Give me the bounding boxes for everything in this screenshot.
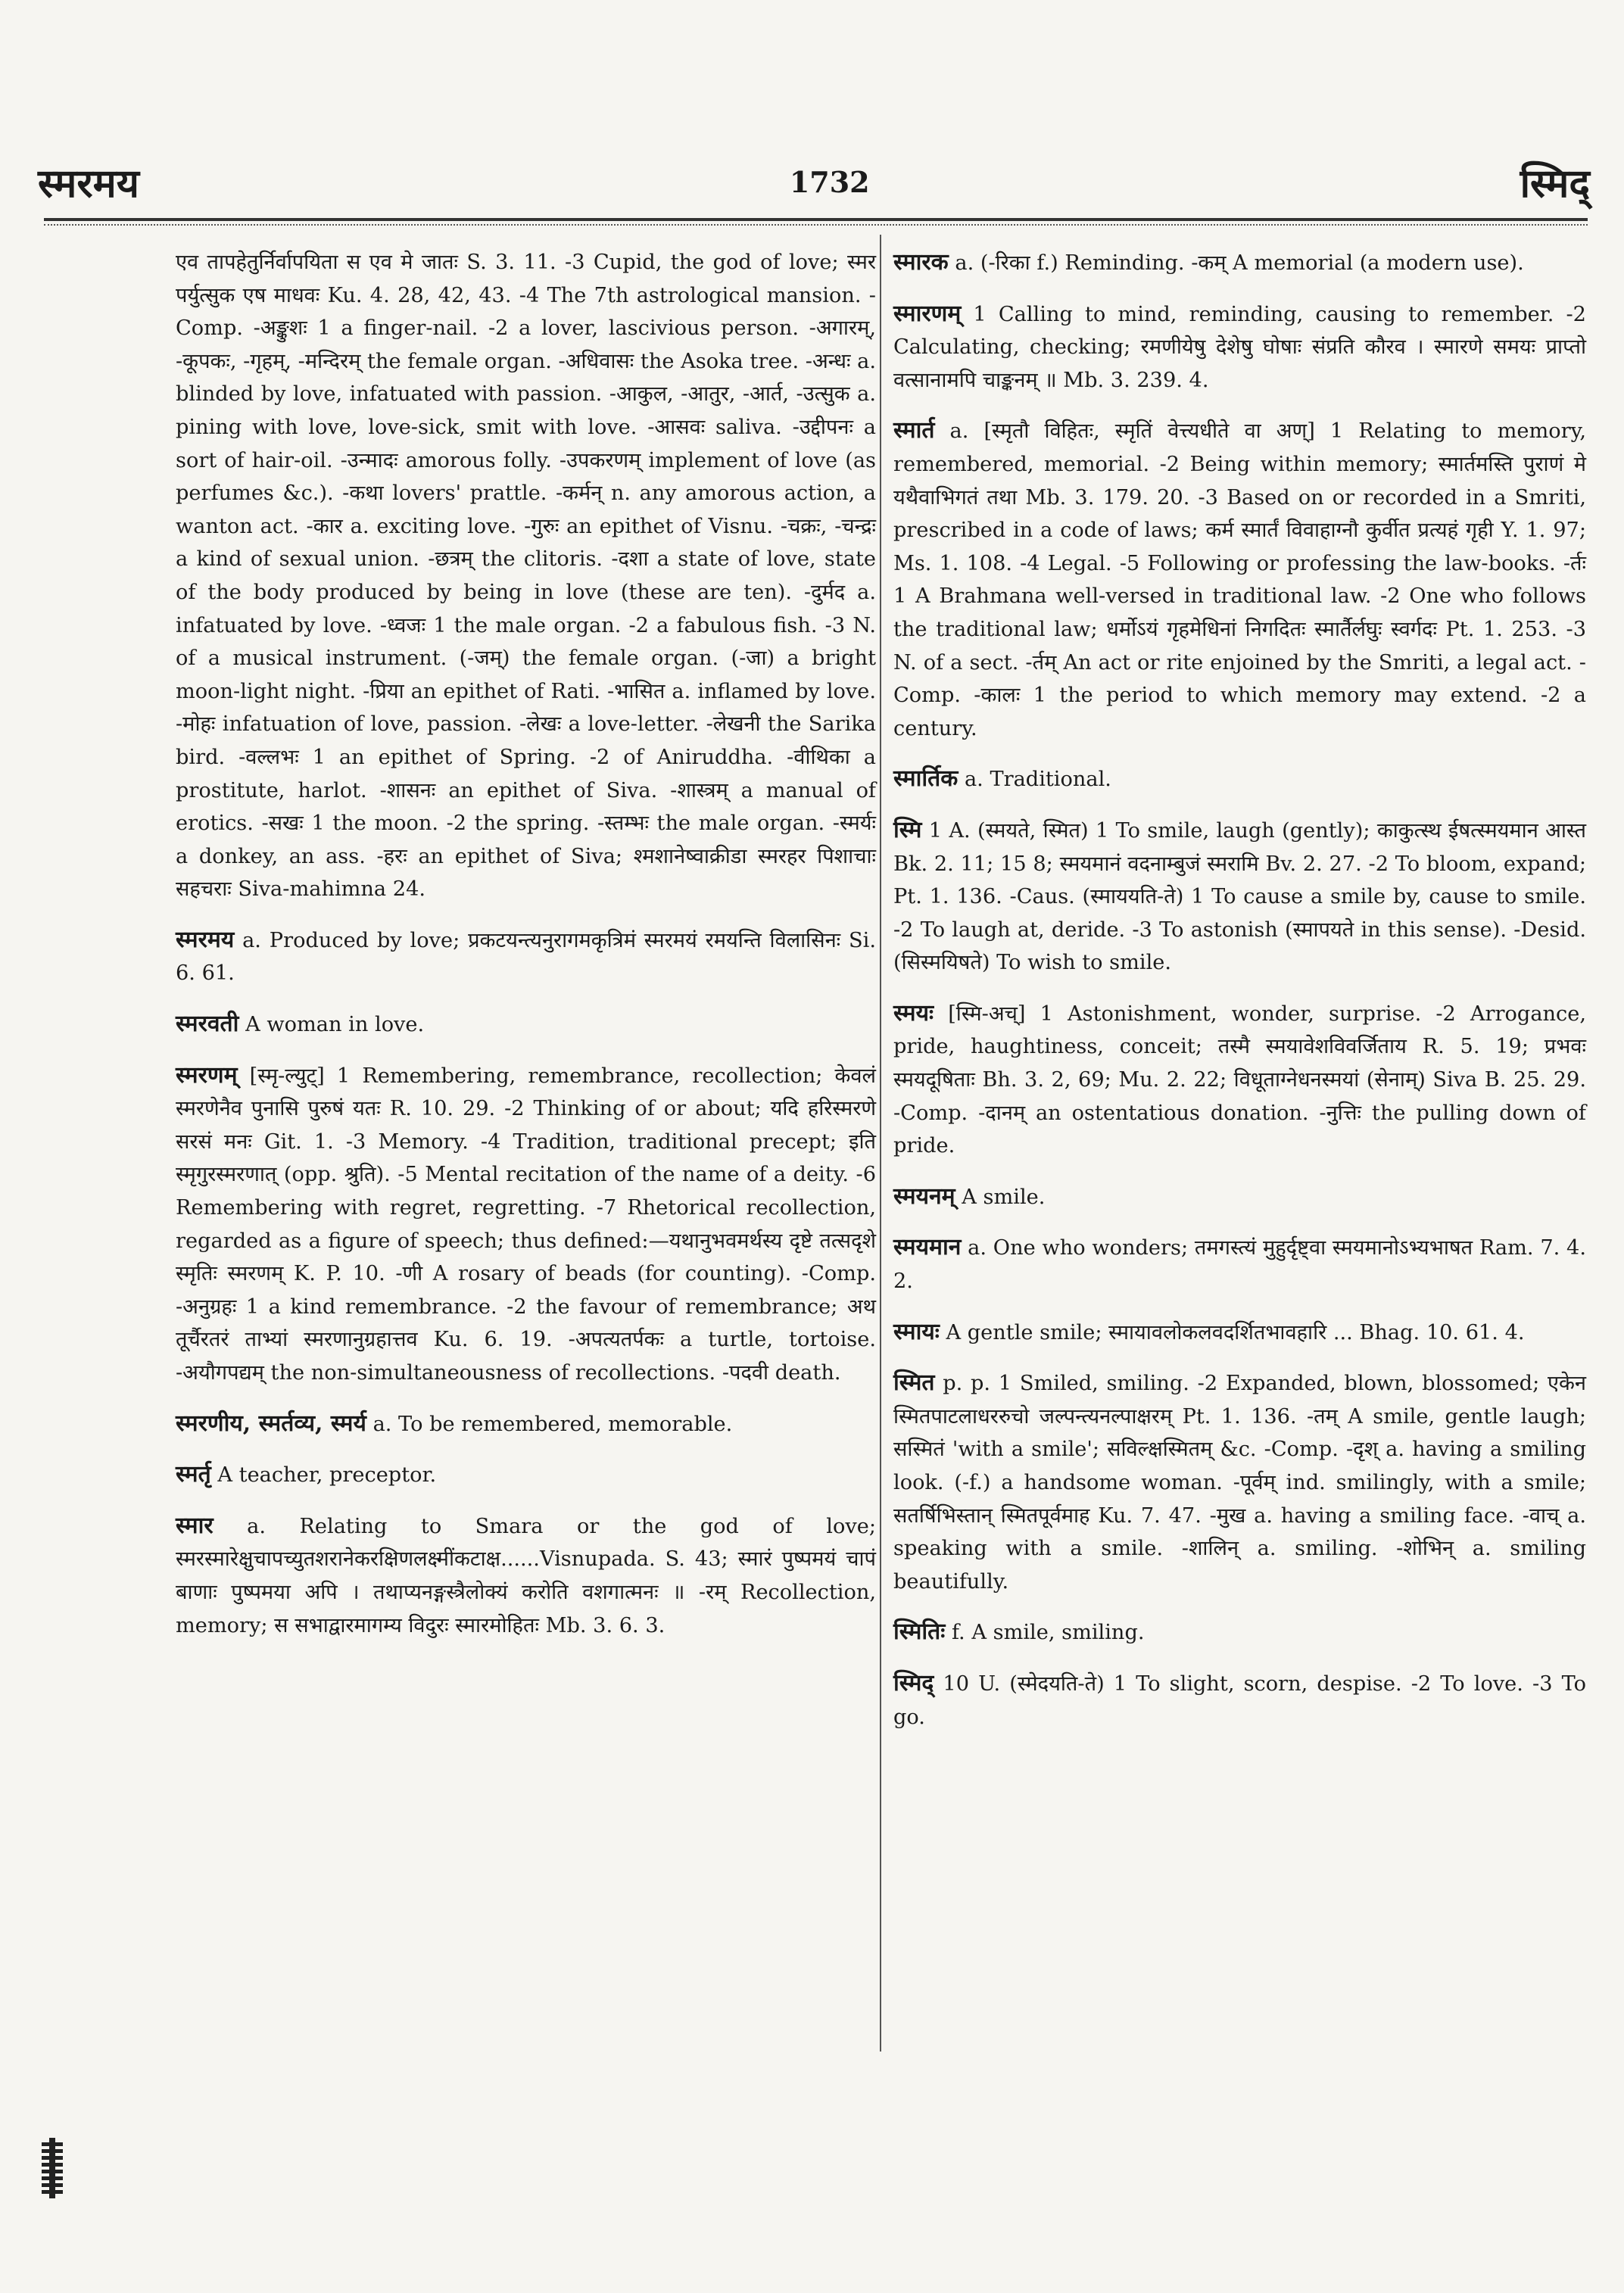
entry-definition: f. A smile, smiling.	[951, 1621, 1145, 1645]
entry-definition: [स्मि-अच्] 1 Astonishment, wonder, surprise. -2 Arrogance, pride, haughtiness, conceit; तस्मै स्मयावेशविवर्जिताय R. 5. 19; प्रभवः स्मयदूषिताः Bh. 3. 2, 69; Mu. 2. 22; विधूताग्नेधनस्मयां (सेनाम्) Siva B. 25. 29. -Comp. -दानम् an ostentatious donation. -नुत्तिः the pulling down of pride.	[893, 1002, 1586, 1158]
header-rule	[44, 218, 1588, 226]
entry-headword: स्मरणीय, स्मर्तव्य, स्मर्य	[176, 1410, 366, 1437]
dictionary-entry	[893, 1180, 1586, 1214]
entry-definition: a. [स्मृतौ विहितः, स्मृतिं वेत्त्यधीते वा अण्] 1 Relating to memory, remembered, memorial. -2 Being within memory; स्मार्तमस्ति पुराणं मे यथैवाभिगतं तथा Mb. 3. 179. 20. -3 Based on or recorded in a Smriti, prescribed in a code of laws; कर्म स्मार्तं विवाहाग्नौ कुर्वीत प्रत्यहं गृही Y. 1. 97; Ms. 1. 108. -4 Legal. -5 Following or professing the law-books. -र्तः 1 A Brahmana well-versed in traditional law. -2 One who follows the traditional law; धर्मोऽयं गृहमेधिनां निगदितः स्मार्तैर्लघुः स्वर्गदः Pt. 1. 253. -3 N. of a sect. -र्तम् An act or rite enjoined by the Smriti, a legal act. -Comp. -कालः 1 the period to which memory may extend. -2 a century.	[893, 419, 1586, 740]
entry-headword: स्मयमान	[893, 1234, 962, 1261]
dictionary-entry	[176, 246, 876, 906]
entry-definition: एव तापहेतुर्निर्वापयिता स एव मे जातः S. 3. 11. -3 Cupid, the god of love; स्मर पर्युत्सुक एष माधवः Ku. 4. 28, 42, 43. -4 The 7th astrological mansion. -Comp. -अङ्कुशः 1 a finger-nail. -2 a lover, lascivious person. -अगारम्, -कूपकः, -गृहम्, -मन्दिरम् the female organ. -अधिवासः the Asoka tree. -अन्धः a. blinded by love, infatuated with passion. -आकुल, -आतुर, -आर्त, -उत्सुक a. pining with love, love-sick, smit with love. -आसवः saliva. -उद्दीपनः a sort of hair-oil. -उन्मादः amorous folly. -उपकरणम् implement of love (as perfumes &c.). -कथा lovers' prattle. -कर्मन् n. any amorous action, a wanton act. -कार a. exciting love. -गुरुः an epithet of Visnu. -चक्रः, -चन्द्रः a kind of sexual union. -छत्रम् the clitoris. -दशा a state of love, state of the body produced by being in love (these are ten). -दुर्मद a. infatuated by love. -ध्वजः 1 the male organ. -2 a fabulous fish. -3 N. of a musical instrument. (-जम्) the female organ. (-जा) a bright moon-light night. -प्रिया an epithet of Rati. -भासित a. inflamed by love. -मोहः infatuation of love, passion. -लेखः a love-letter. -लेखनी the Sarika bird. -वल्लभः 1 an epithet of Spring. -2 of Aniruddha. -वीथिका a prostitute, harlot. -शासनः an epithet of Siva. -शास्त्रम् a manual of erotics. -सखः 1 the moon. -2 the spring. -स्तम्भः the male organ. -स्मर्यः a donkey, an ass. -हरः an epithet of Siva; श्मशानेष्वाक्रीडा स्मरहर पिशाचाः सहचराः Siva-mahimna 24.	[176, 251, 876, 902]
entry-definition: 1 A. (स्मयते, स्मित) 1 To smile, laugh (gently); काकुत्स्थ ईषत्स्मयमान आस्त Bk. 2. 11; 15 8; स्मयमानं वदनाम्बुजं स्मरामि Bv. 2. 27. -2 To bloom, expand; Pt. 1. 136. -Caus. (स्माययति-ते) 1 To cause a smile by, cause to smile. -2 To laugh at, deride. -3 To astonish (स्मापयते in this sense). -Desid. (सिस्मयिषते) To wish to smile.	[893, 818, 1586, 975]
dictionary-entry	[893, 298, 1586, 397]
entry-definition: 1 Calling to mind, reminding, causing to remember. -2 Calculating, checking; रमणीयेषु देशेषु घोषाः संप्रति कौरव । स्मारणे समयः प्राप्तो वत्सानामपि चाङ्कनम् ॥ Mb. 3. 239. 4.	[893, 302, 1586, 392]
page-number: 1732	[789, 164, 870, 199]
dictionary-entry	[893, 246, 1586, 280]
dictionary-entry	[893, 1366, 1586, 1598]
entry-headword: स्मिद्	[893, 1669, 934, 1696]
entry-definition: p. p. 1 Smiled, smiling. -2 Expanded, blown, blossomed; एकेन स्मितपाटलाधररुचो जल्पन्त्यनल्पाक्षरम् Pt. 1. 136. -तम् A smile, gentle laugh; सस्मितं 'with a smile'; सविल्क्षस्मितम् &c. -Comp. -दृश् a. having a smiling look. (-f.) a handsome woman. -पूर्वम् ind. smilingly, with a smile; सतर्षिभिस्तान् स्मितपूर्वमाह Ku. 7. 47. -मुख a. having a smiling face. -वाच् a. speaking with a smile. -शालिन् a. smiling. -शोभिन् a. smiling beautifully.	[893, 1372, 1586, 1594]
dictionary-entry	[893, 814, 1586, 980]
left-running-head: स्मरमय	[38, 160, 139, 207]
entry-definition: a. To be remembered, memorable.	[372, 1412, 733, 1436]
entry-headword: स्मि	[893, 816, 922, 843]
entry-definition: A woman in love.	[245, 1013, 425, 1037]
dictionary-entry	[176, 1008, 876, 1042]
entry-headword: स्मरवती	[176, 1011, 239, 1038]
dictionary-entry	[893, 762, 1586, 796]
entry-definition: a. Produced by love; प्रकटयन्त्यनुरागमकृत्रिमं स्मरमयं रमयन्ति विलासिनः Si. 6. 61.	[176, 928, 876, 986]
entry-headword: स्मार	[176, 1512, 214, 1539]
entry-headword: स्मयनम्	[893, 1182, 955, 1210]
dictionary-entry	[176, 1059, 876, 1390]
entry-definition: a. Relating to Smara or the god of love; स्मरस्मारेक्षुचापच्युतशरानेकरक्षिणलक्ष्मींकटाक्ष......Visnupada. S. 43; स्मारं पुष्पमयं चापं बाणाः पुष्पमया अपि । तथाप्यनङ्गस्त्रैलोक्यं करोति वशगात्मनः ॥ -रम् Recollection, memory; स सभाद्वारमागम्य विदुरः स्मारमोहितः Mb. 3. 6. 3.	[176, 1514, 876, 1637]
entry-definition: [स्मृ-ल्युट्] 1 Remembering, remembrance, recollection; केवलं स्मरणेनैव पुनासि पुरुषं यतः R. 10. 29. -2 Thinking of or about; यदि हरिस्मरणे सरसं मनः Git. 1. -3 Memory. -4 Tradition, traditional precept; इति स्मृगुरस्मरणात् (opp. श्रुति). -5 Mental recitation of the name of a deity. -6 Remembering with regret, regretting. -7 Rhetorical recollection, regarded as a figure of speech; thus defined:—यथानुभवमर्थस्य दृष्टे तत्सदृशे स्मृतिः स्मरणम् K. P. 10. -णी A rosary of beads (for counting). -Comp. -अनुग्रहः 1 a kind remembrance. -2 the favour of remembrance; अथ तूर्चैरतरं ताभ्यां स्मरणानुग्रहात्तव Ku. 6. 19. -अपत्यतर्पकः a turtle, tortoise. -अयौगपद्यम् the non-simultaneousness of recollections. -पदवी death.	[176, 1064, 876, 1385]
left-column	[176, 246, 876, 1659]
entry-headword: स्मार्त	[893, 417, 935, 444]
entry-headword: स्मारणम्	[893, 300, 962, 327]
dictionary-entry	[176, 1509, 876, 1642]
dictionary-entry	[893, 1316, 1586, 1350]
page-header	[38, 148, 1590, 216]
entry-definition: a. (-रिका f.) Reminding. -कम् A memorial (a modern use).	[955, 251, 1524, 275]
entry-headword: स्मितिः	[893, 1618, 946, 1646]
entry-headword: स्मायः	[893, 1318, 940, 1345]
entry-definition: 10 U. (स्मेदयति-ते) 1 To slight, scorn, despise. -2 To love. -3 To go.	[893, 1671, 1586, 1729]
dictionary-entry	[176, 1407, 876, 1441]
dictionary-entry	[176, 1458, 876, 1492]
dictionary-entry	[893, 997, 1586, 1163]
column-divider	[880, 235, 881, 2052]
dictionary-entry	[893, 1667, 1586, 1734]
entry-definition: A smile.	[962, 1185, 1046, 1209]
entry-headword: स्मरणम्	[176, 1061, 238, 1089]
margin-thumb-index	[42, 2142, 63, 2194]
entry-definition: a. Traditional.	[964, 768, 1111, 792]
entry-definition: A teacher, preceptor.	[217, 1463, 437, 1488]
entry-definition: a. One who wonders; तमगस्त्यं मुहुर्दृष्ट्वा स्मयमानोऽभ्यभाषत Ram. 7. 4. 2.	[893, 1236, 1586, 1294]
entry-headword: स्मित	[893, 1369, 935, 1397]
dictionary-entry	[893, 1615, 1586, 1650]
entry-headword: स्मयः	[893, 999, 934, 1027]
dictionary-entry	[893, 414, 1586, 745]
entry-headword: स्मर्तृ	[176, 1461, 211, 1488]
dictionary-entry	[893, 1231, 1586, 1298]
dictionary-entry	[176, 924, 876, 990]
entry-definition: A gentle smile; स्मायावलोकलवदर्शितभावहारि ... Bhag. 10. 61. 4.	[946, 1320, 1525, 1344]
entry-headword: स्मार्तिक	[893, 765, 959, 793]
entry-headword: स्मारक	[893, 249, 949, 276]
entry-headword: स्मरमय	[176, 926, 235, 953]
right-running-head: स्मिद्	[1520, 160, 1590, 207]
right-column	[893, 246, 1586, 1751]
